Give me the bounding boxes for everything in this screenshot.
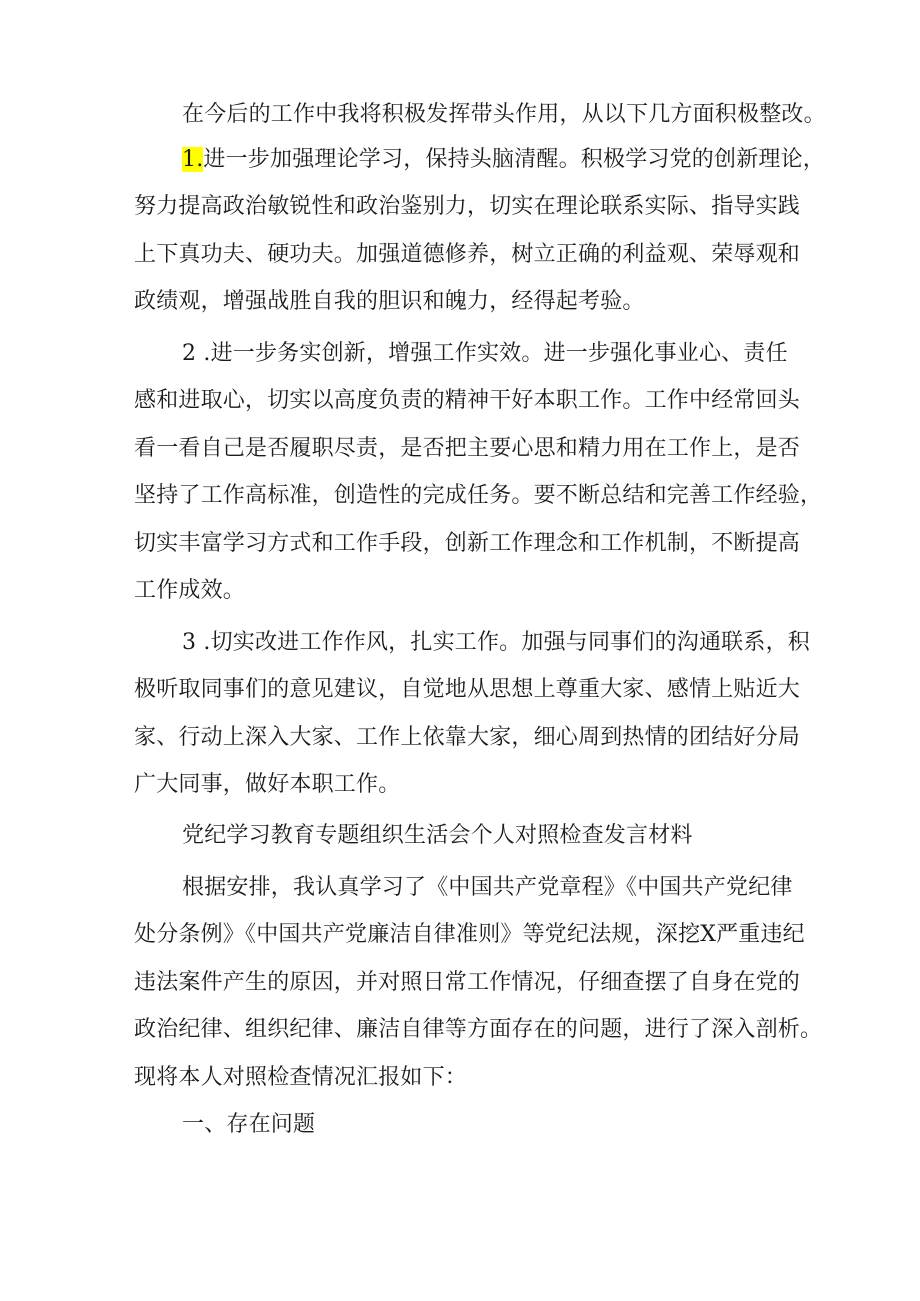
paragraph-2-line-4: 坚持了工作高标准，创造性的完成任务。要不断总结和完善工作经验， (134, 483, 823, 508)
paragraph-4-line-1: 根据安排，我认真学习了《中国共产党章程》《中国共产党纪律 (182, 875, 793, 900)
section-title: 党纪学习教育专题组织生活会个人对照检查发言材料 (182, 823, 693, 848)
paragraph-4-line-4: 政治纪律、组织纪律、廉洁自律等方面存在的问题，进行了深入剖析。 (134, 1017, 823, 1042)
paragraph-4-line-5: 现将本人对照检查情况汇报如下： (134, 1065, 468, 1090)
paragraph-1-line-3: 上下真功夫、硬功夫。加强道德修养，树立正确的利益观、荣辱观和 (134, 242, 801, 267)
paragraph-1-text: 进一步加强理论学习，保持头脑清醒。积极学习党的创新理论， (203, 147, 825, 172)
paragraph-4-line-2: 处分条例》《中国共产党廉洁自律准则》等党纪法规，深挖X严重违纪 (134, 922, 805, 947)
paragraph-2-line-3: 看一看自己是否履职尽责，是否把主要心思和精力用在工作上，是否 (134, 436, 801, 461)
paragraph-2-line-5: 切实丰富学习方式和工作手段，创新工作理念和工作机制，不断提高 (134, 531, 801, 556)
paragraph-4-line-3: 违法案件产生的原因，并对照日常工作情况，仔细查摆了自身在党的 (134, 970, 801, 995)
paragraph-2-line-6: 工作成效。 (134, 578, 246, 603)
paragraph-intro: 在今后的工作中我将积极发挥带头作用，从以下几方面积极整改。 (182, 102, 826, 127)
paragraph-2-line-1: 2 .进一步务实创新，增强工作实效。进一步强化事业心、责任 (182, 341, 788, 366)
paragraph-1-line-2: 努力提高政治敏锐性和政治鉴别力，切实在理论联系实际、指导实践 (134, 194, 801, 219)
paragraph-1-line-4: 政绩观，增强战胜自我的胆识和魄力，经得起考验。 (134, 289, 645, 314)
paragraph-2-line-2: 感和进取心，切实以高度负责的精神干好本职工作。工作中经常回头 (134, 388, 801, 413)
paragraph-1-line-1 (182, 145, 825, 175)
paragraph-3-line-3: 家、行动上深入大家、工作上依靠大家，细心周到热情的团结好分局 (134, 725, 801, 750)
paragraph-3-line-2: 极听取同事们的意见建议，自觉地从思想上尊重大家、感情上贴近大 (134, 677, 801, 702)
heading-existing-problems: 一、存在问题 (182, 1112, 316, 1137)
highlighted-number: 1. (182, 147, 204, 172)
paragraph-3-line-1: 3 .切实改进工作作风，扎实工作。加强与同事们的沟通联系，积 (182, 630, 810, 655)
paragraph-3-line-4: 广大同事，做好本职工作。 (134, 772, 401, 797)
